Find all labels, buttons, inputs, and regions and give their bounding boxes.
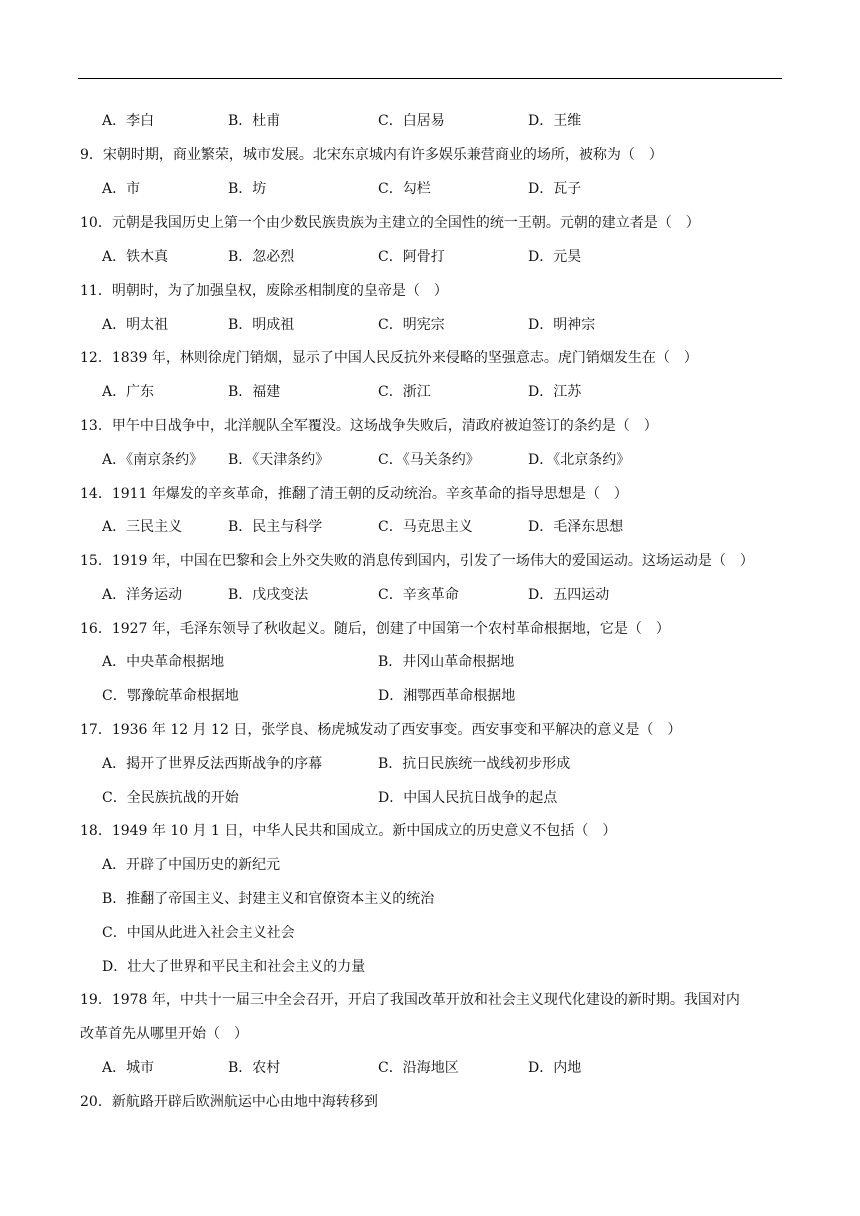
option-c: C．阿骨打 [378, 249, 445, 265]
option-d: D．中国人民抗日战争的起点 [378, 790, 558, 806]
option-b: B．杜甫 [228, 113, 281, 129]
option-a: A．洋务运动 [102, 587, 183, 603]
option-a: A．中央革命根据地 [102, 654, 225, 670]
question-15-stem: 15．1919 年，中国在巴黎和会上外交失败的消息传到国内，引发了一场伟大的爱国运动。这场运动是（ ） [80, 553, 754, 569]
option-d: D．《北京条约》 [528, 452, 631, 468]
option-a: A．《南京条约》 [102, 452, 204, 468]
option-d: D．壮大了世界和平民主和社会主义的力量 [102, 959, 366, 975]
option-c: C．浙江 [378, 384, 431, 400]
question-16-stem: 16．1927 年，毛泽东领导了秋收起义。随后，创建了中国第一个农村革命根据地，它是（ ） [80, 621, 670, 637]
option-a: A．三民主义 [102, 519, 183, 535]
option-d: D．元昊 [528, 249, 582, 265]
question-13-stem: 13．甲午中日战争中，北洋舰队全军覆没。这场战争失败后，清政府被迫签订的条约是（ ） [80, 418, 658, 434]
option-b: B．坊 [228, 181, 267, 197]
option-c: C．勾栏 [378, 181, 431, 197]
option-b: B．忽必烈 [228, 249, 295, 265]
question-19-stem: 19．1978 年，中共十一届三中全会召开，开启了我国改革开放和社会主义现代化建设的新时期。我国对内 [80, 992, 740, 1008]
option-a: A．铁木真 [102, 249, 169, 265]
option-d: D．江苏 [528, 384, 582, 400]
option-b: B．福建 [228, 384, 281, 400]
option-b: B．推翻了帝国主义、封建主义和官僚资本主义的统治 [102, 891, 435, 907]
option-d: D．瓦子 [528, 181, 582, 197]
option-d: D．毛泽东思想 [528, 519, 624, 535]
option-c: C．明宪宗 [378, 317, 445, 333]
option-c: C．辛亥革命 [378, 587, 459, 603]
option-d: D．五四运动 [528, 587, 610, 603]
header-rule [78, 78, 782, 79]
option-c: C．《马关条约》 [378, 452, 480, 468]
question-17-stem: 17．1936 年 12 月 12 日，张学良、杨虎城发动了西安事变。西安事变和平解决的意义是（ ） [80, 722, 682, 738]
option-c: C．全民族抗战的开始 [102, 790, 239, 806]
option-b: B．《天津条约》 [228, 452, 330, 468]
option-a: A．明太祖 [102, 317, 169, 333]
question-18-stem: 18．1949 年 10 月 1 日，中华人民共和国成立。新中国成立的历史意义不包括（ ） [80, 823, 617, 839]
option-c: C．马克思主义 [378, 519, 473, 535]
question-9-stem: 9．宋朝时期，商业繁荣，城市发展。北宋东京城内有许多娱乐兼营商业的场所，被称为（ ） [80, 147, 663, 163]
option-d: D．湘鄂西革命根据地 [378, 688, 516, 704]
option-b: B．农村 [228, 1060, 281, 1076]
option-a: A．开辟了中国历史的新纪元 [102, 857, 281, 873]
option-a: A．李白 [102, 113, 155, 129]
option-c: C．白居易 [378, 113, 445, 129]
option-c: C．沿海地区 [378, 1060, 459, 1076]
question-14-stem: 14．1911 年爆发的辛亥革命，推翻了清王朝的反动统治。辛亥革命的指导思想是（ ） [80, 486, 628, 502]
option-a: A．市 [102, 181, 141, 197]
option-a: A．揭开了世界反法西斯战争的序幕 [102, 756, 323, 772]
option-b: B．明成祖 [228, 317, 295, 333]
option-d: D．内地 [528, 1060, 582, 1076]
option-b: B．民主与科学 [228, 519, 323, 535]
question-19-stem-continued: 改革首先从哪里开始（ ） [80, 1026, 248, 1042]
option-a: A．城市 [102, 1060, 155, 1076]
option-b: B．抗日民族统一战线初步形成 [378, 756, 571, 772]
option-c: C．中国从此进入社会主义社会 [102, 925, 295, 941]
question-10-stem: 10．元朝是我国历史上第一个由少数民族贵族为主建立的全国性的统一王朝。元朝的建立者是（ ） [80, 215, 700, 231]
option-d: D．明神宗 [528, 317, 596, 333]
option-c: C．鄂豫皖革命根据地 [102, 688, 239, 704]
question-20-stem: 20．新航路开辟后欧洲航运中心由地中海转移到 [80, 1094, 378, 1110]
question-12-stem: 12．1839 年，林则徐虎门销烟，显示了中国人民反抗外来侵略的坚强意志。虎门销烟发生在（ ） [80, 350, 698, 366]
option-d: D．王维 [528, 113, 582, 129]
option-b: B．戊戌变法 [228, 587, 309, 603]
question-11-stem: 11．明朝时，为了加强皇权，废除丞相制度的皇帝是（ ） [80, 283, 448, 299]
option-b: B．井冈山革命根据地 [378, 654, 515, 670]
option-a: A．广东 [102, 384, 155, 400]
